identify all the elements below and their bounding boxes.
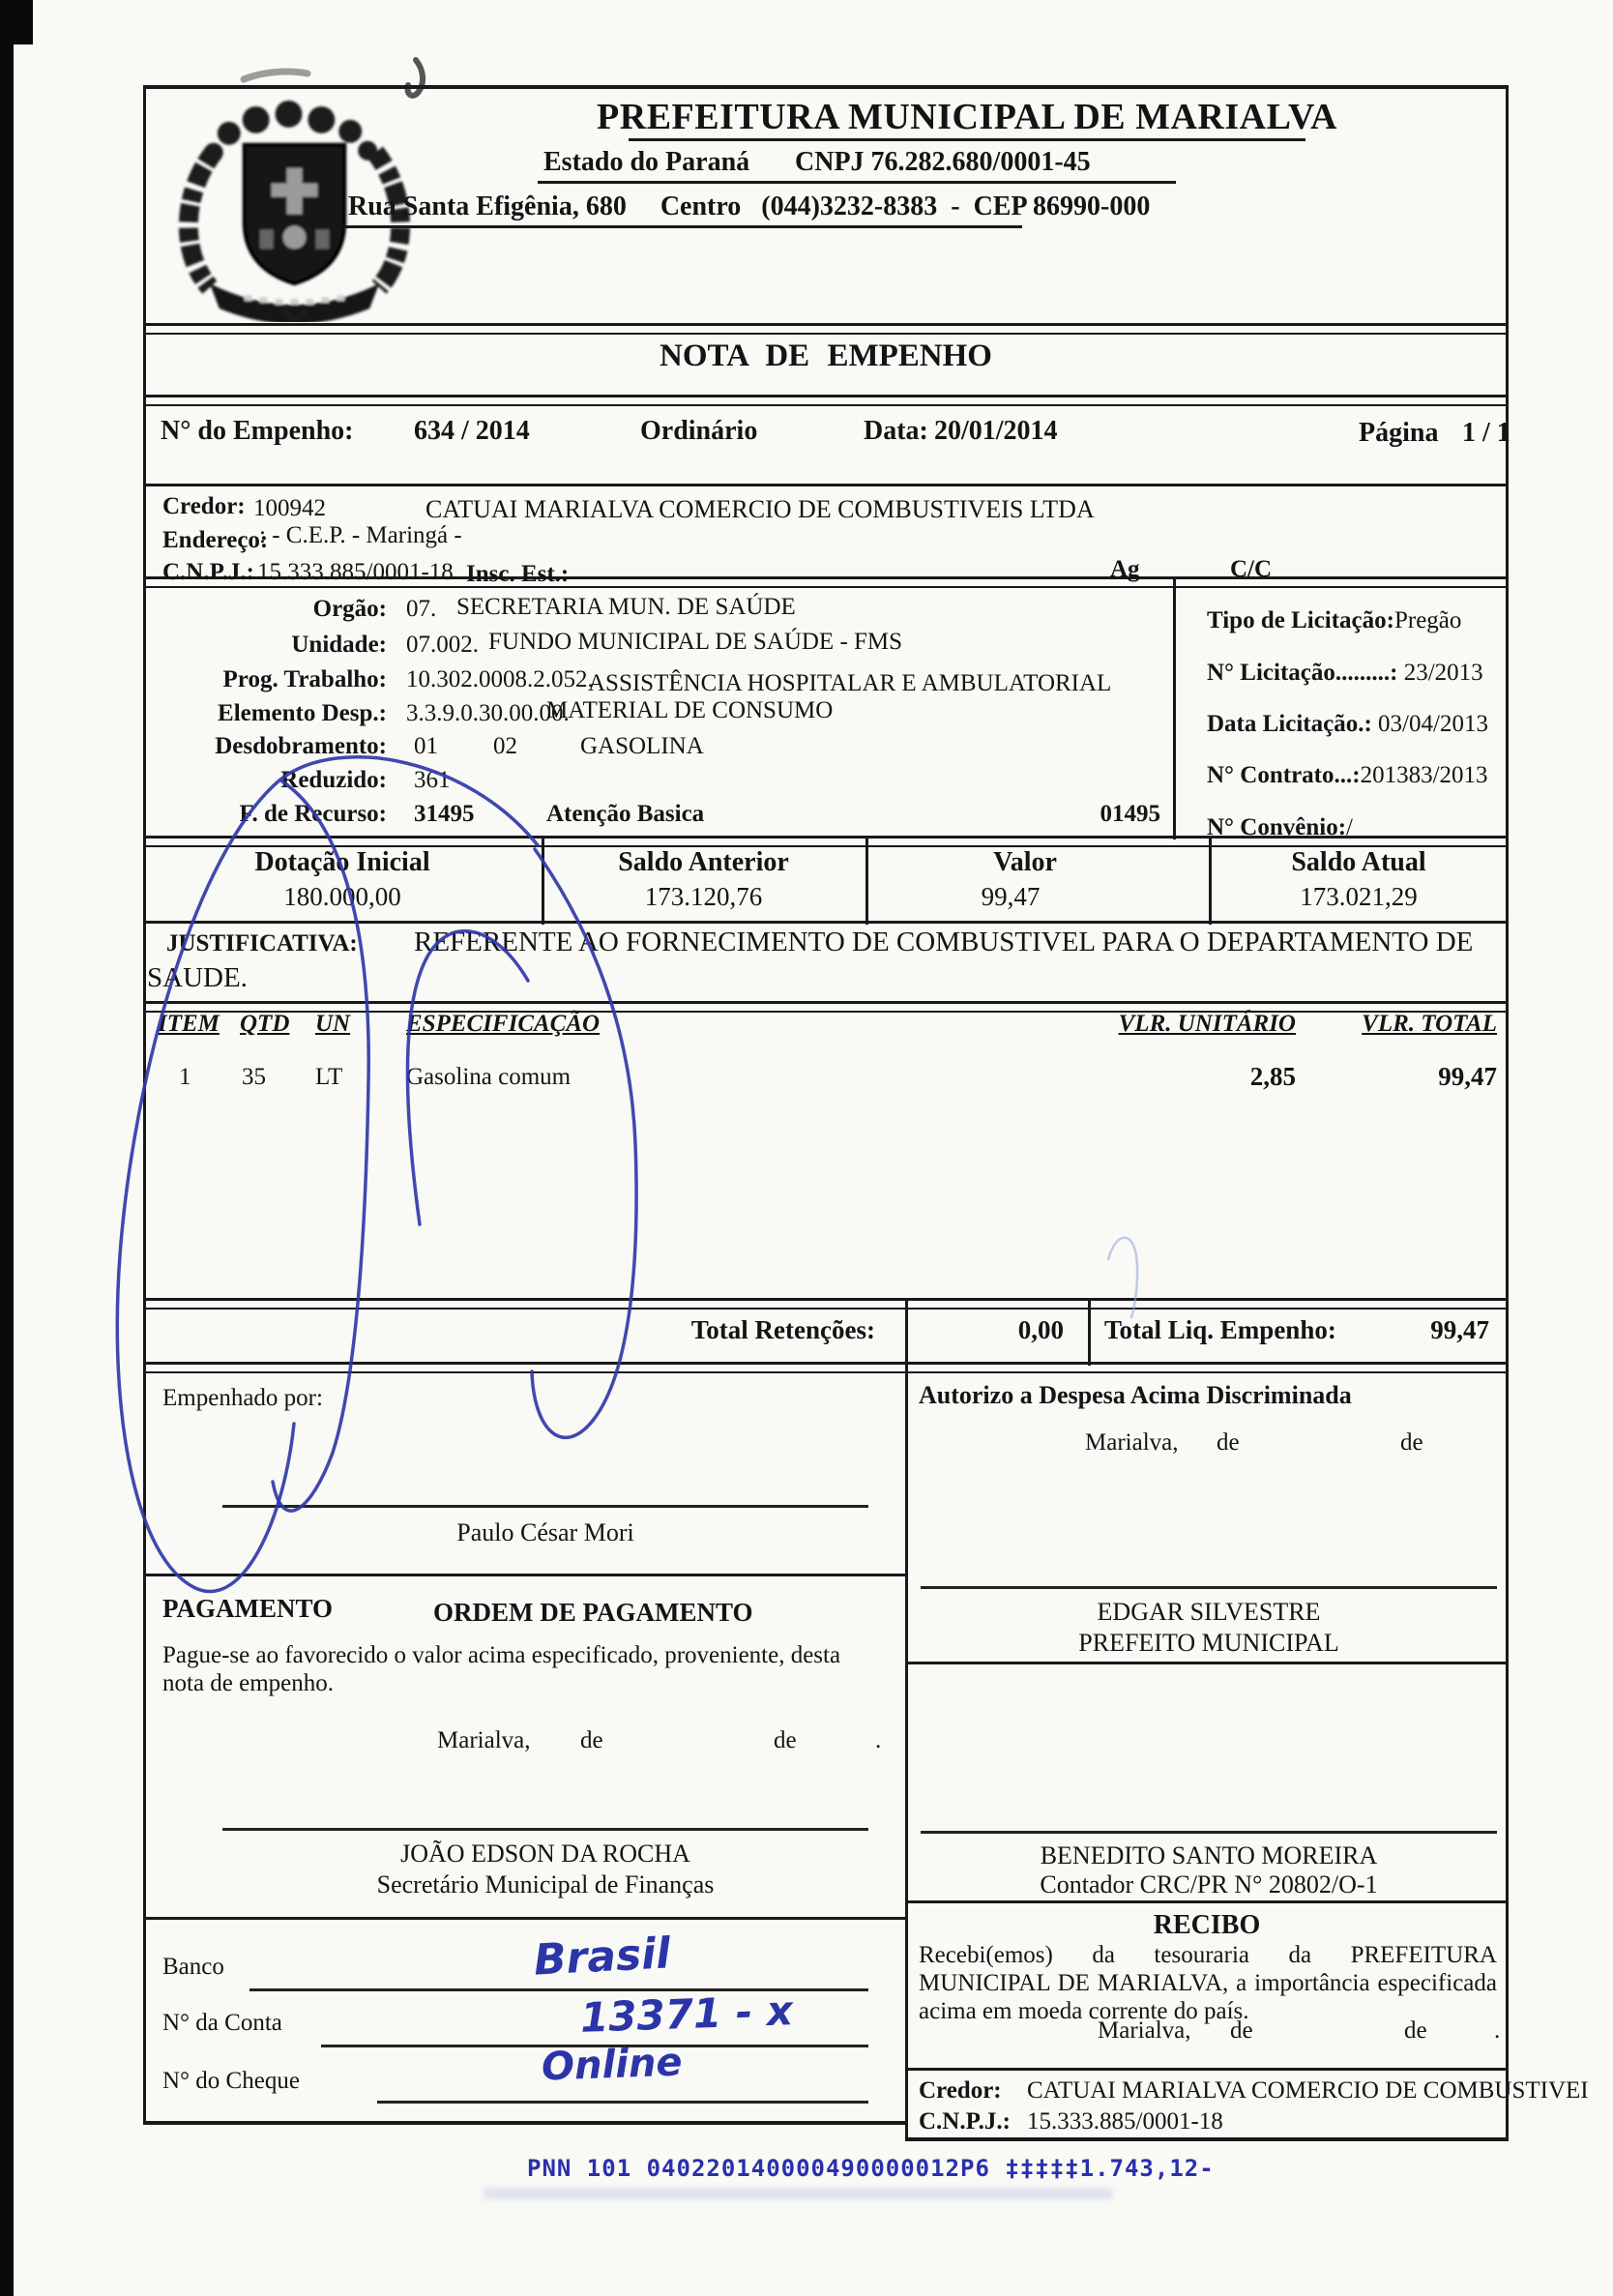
autorizo-de2: de bbox=[1400, 1429, 1423, 1456]
empenho-number: 634 / 2014 bbox=[414, 416, 530, 446]
signature-name-benedito: BENEDITO SANTO MOREIRA bbox=[1040, 1841, 1378, 1869]
page-title: PREFEITURA MUNICIPAL DE MARIALVA bbox=[597, 97, 1337, 137]
col-header-especificacao: ESPECIFICAÇÃO bbox=[406, 1011, 601, 1037]
desdobramento-desc: GASOLINA bbox=[580, 733, 704, 759]
signature-line-prefeito bbox=[921, 1586, 1497, 1589]
col-header-un: UN bbox=[315, 1011, 351, 1037]
autorizo-de1: de bbox=[1217, 1429, 1240, 1456]
fonte-recurso-extra: 01495 bbox=[1100, 801, 1160, 827]
saldo-anterior-value: 173.120,76 bbox=[644, 882, 763, 911]
dotacao-inicial-value: 180.000,00 bbox=[283, 882, 401, 911]
signature-name-paulo-cesar-mori: Paulo César Mori bbox=[456, 1518, 634, 1546]
elemento-desp-desc: MATERIAL DE CONSUMO bbox=[546, 697, 834, 723]
num-licitacao-label: N° Licitação.........: bbox=[1207, 660, 1398, 686]
justificativa-line1: REFERENTE AO FORNECIMENTO DE COMBUSTIVEL PARA O DEPARTAMENTO DE bbox=[414, 927, 1474, 957]
empenho-page-label: Página bbox=[1359, 418, 1439, 448]
item-cell-vlr-unitario: 2,85 bbox=[1249, 1062, 1296, 1091]
num-contrato-value: 201383/2013 bbox=[1360, 762, 1488, 788]
col-header-item: ITEM bbox=[158, 1011, 220, 1037]
col-header-qtd: QTD bbox=[240, 1011, 290, 1037]
signature-role-secretario: Secretário Municipal de Finanças bbox=[376, 1870, 715, 1899]
recibo-cnpj-value: 15.333.885/0001-18 bbox=[1027, 2108, 1223, 2134]
signature-line-finance bbox=[222, 1828, 868, 1831]
signature-role-contador: Contador CRC/PR N° 20802/O-1 bbox=[1040, 1870, 1378, 1899]
dot-matrix-stamp: PNN 101 040220140000490000012P6 ‡‡‡‡‡1.743,12- bbox=[527, 2155, 1215, 2182]
unidade-desc: FUNDO MUNICIPAL DE SAÚDE - FMS bbox=[488, 629, 903, 655]
autorizo-title: Autorizo a Despesa Acima Discriminada bbox=[919, 1381, 1352, 1409]
signature-name-joao-edson: JOÃO EDSON DA ROCHA bbox=[400, 1840, 690, 1868]
num-licitacao-value: 23/2013 bbox=[1403, 660, 1483, 686]
banco-label: Banco bbox=[162, 1954, 224, 1980]
header-state: Estado do Paraná bbox=[543, 147, 750, 177]
credor-label: Credor: bbox=[162, 493, 246, 519]
recibo-de1: de bbox=[1230, 2017, 1253, 2044]
unidade-code: 07.002. bbox=[406, 632, 479, 658]
item-cell-un: LT bbox=[315, 1064, 343, 1090]
col-header-vlr-total: VLR. TOTAL bbox=[1362, 1011, 1497, 1037]
recibo-credor-label: Credor: bbox=[919, 2077, 1002, 2104]
credor-cnpj-label: C.N.P.J.: bbox=[162, 559, 254, 585]
header-cnpj: CNPJ 76.282.680/0001-45 bbox=[795, 147, 1091, 177]
total-liq-empenho-label: Total Liq. Empenho: bbox=[1104, 1315, 1336, 1344]
recibo-title: RECIBO bbox=[1153, 1910, 1261, 1940]
prog-trabalho-code: 10.302.0008.2.052. bbox=[406, 666, 594, 692]
reduzido-label: Reduzido: bbox=[280, 767, 387, 793]
signature-line-empenhado bbox=[222, 1505, 868, 1508]
endereco-value: : - C.E.P. - Maringá - bbox=[259, 522, 462, 548]
empenho-date: 20/01/2014 bbox=[934, 416, 1058, 446]
credor-name: CATUAI MARIALVA COMERCIO DE COMBUSTIVEIS LTDA bbox=[425, 495, 1095, 523]
pagamento-ponto: . bbox=[875, 1727, 882, 1753]
saldo-atual-header: Saldo Atual bbox=[1291, 847, 1426, 877]
recibo-ponto: . bbox=[1494, 2017, 1501, 2044]
recibo-cidade: Marialva, bbox=[1098, 2017, 1191, 2044]
cc-label: C/C bbox=[1230, 556, 1273, 582]
empenho-date-label: Data: bbox=[864, 416, 928, 446]
tipo-licitacao-label: Tipo de Licitação: bbox=[1207, 607, 1394, 633]
conta-handwriting: 13371 - x bbox=[579, 1987, 794, 2042]
total-liq-empenho-value: 99,47 bbox=[1430, 1315, 1489, 1344]
fonte-recurso-desc: Atenção Basica bbox=[546, 801, 705, 827]
empenhado-por-label: Empenhado por: bbox=[162, 1385, 323, 1411]
pagamento-de2: de bbox=[774, 1727, 797, 1753]
justificativa-line2: SAUDE. bbox=[147, 962, 248, 993]
recibo-cnpj-label: C.N.P.J.: bbox=[919, 2108, 1011, 2134]
ag-label: Ag bbox=[1110, 556, 1140, 582]
reduzido-value: 361 bbox=[414, 767, 451, 793]
signature-role-prefeito: PREFEITO MUNICIPAL bbox=[1078, 1629, 1339, 1657]
item-cell-vlr-total: 99,47 bbox=[1438, 1062, 1497, 1091]
insc-est-label: Insc. Est.: bbox=[466, 561, 570, 587]
unidade-label: Unidade: bbox=[291, 632, 387, 658]
cheque-handwriting: Online bbox=[541, 2040, 684, 2090]
scan-edge-corner bbox=[0, 0, 33, 44]
col-header-vlr-unitario: VLR. UNITÁRIO bbox=[1118, 1011, 1296, 1037]
elemento-desp-code: 3.3.9.0.30.00.00. bbox=[406, 700, 570, 726]
document-title: NOTA DE EMPENHO bbox=[660, 339, 992, 373]
justificativa-label: JUSTIFICATIVA: bbox=[166, 930, 358, 957]
saldo-anterior-header: Saldo Anterior bbox=[618, 847, 789, 877]
data-licitacao-value: 03/04/2013 bbox=[1378, 711, 1488, 737]
prog-trabalho-desc: ASSISTÊNCIA HOSPITALAR E AMBULATORIAL bbox=[588, 670, 1112, 696]
recibo-credor-value: CATUAI MARIALVA COMERCIO DE COMBUSTIVEI bbox=[1027, 2077, 1589, 2104]
empenho-page-value: 1 / 1 bbox=[1462, 418, 1510, 448]
recibo-de2: de bbox=[1404, 2017, 1427, 2044]
credor-cnpj-value: 15.333.885/0001-18 bbox=[257, 559, 454, 585]
valor-header: Valor bbox=[993, 847, 1057, 877]
endereco-label: Endereço: bbox=[162, 527, 269, 553]
desdobramento-label: Desdobramento: bbox=[215, 733, 387, 759]
fonte-recurso-label: F. de Recurso: bbox=[239, 801, 387, 827]
cheque-label: N° do Cheque bbox=[162, 2068, 300, 2094]
item-cell-item: 1 bbox=[179, 1064, 191, 1090]
num-convenio-label: N° Convênio: bbox=[1207, 814, 1347, 840]
conta-label: N° da Conta bbox=[162, 2010, 282, 2036]
prog-trabalho-label: Prog. Trabalho: bbox=[222, 666, 387, 692]
recibo-texto: Recebi(emos) da tesouraria da PREFEITURA MUNICIPAL DE MARIALVA, a importância especificada acima em moeda corrente do país. bbox=[919, 1942, 1497, 2024]
autorizo-cidade: Marialva, bbox=[1085, 1429, 1179, 1456]
tipo-licitacao-value: Pregão bbox=[1393, 607, 1462, 633]
stamp-smudge bbox=[484, 2188, 1112, 2199]
ordem-pagamento-title: ORDEM DE PAGAMENTO bbox=[433, 1598, 753, 1627]
elemento-desp-label: Elemento Desp.: bbox=[218, 700, 387, 726]
orgao-desc: SECRETARIA MUN. DE SAÚDE bbox=[456, 594, 796, 620]
signature-name-edgar-silvestre: EDGAR SILVESTRE bbox=[1097, 1598, 1321, 1626]
item-cell-especificacao: Gasolina comum bbox=[406, 1064, 572, 1090]
orgao-code: 07. bbox=[406, 596, 437, 622]
pagamento-de1: de bbox=[580, 1727, 603, 1753]
fonte-recurso-code: 31495 bbox=[414, 801, 475, 827]
desdobramento-code2: 02 bbox=[493, 733, 517, 759]
header-address: Rua Santa Efigênia, 680 Centro (044)3232-8383 - CEP 86990-000 bbox=[348, 191, 1151, 221]
data-licitacao-label: Data Licitação.: bbox=[1207, 711, 1372, 737]
total-retencoes-label: Total Retenções: bbox=[690, 1315, 875, 1344]
dotacao-inicial-header: Dotação Inicial bbox=[254, 847, 430, 877]
item-cell-qtd: 35 bbox=[242, 1064, 266, 1090]
desdobramento-code1: 01 bbox=[414, 733, 438, 759]
pagamento-texto: Pague-se ao favorecido o valor acima especificado, proveniente, desta nota de empenho. bbox=[162, 1642, 841, 1696]
saldo-atual-value: 173.021,29 bbox=[1300, 882, 1418, 911]
pagamento-cidade: Marialva, bbox=[437, 1727, 531, 1753]
total-retencoes-value: 0,00 bbox=[1017, 1315, 1064, 1344]
pagamento-title: PAGAMENTO bbox=[162, 1594, 334, 1623]
scan-edge-left bbox=[0, 0, 14, 2296]
valor-value: 99,47 bbox=[981, 882, 1041, 911]
orgao-label: Orgão: bbox=[312, 596, 387, 622]
cheque-line bbox=[377, 2101, 868, 2104]
signature-line-contador bbox=[921, 1831, 1497, 1834]
credor-code: 100942 bbox=[253, 495, 326, 521]
num-convenio-value: / bbox=[1346, 814, 1353, 840]
empenho-number-label: N° do Empenho: bbox=[161, 416, 354, 446]
banco-handwriting: Brasil bbox=[532, 1928, 672, 1986]
num-contrato-label: N° Contrato...: bbox=[1207, 762, 1361, 788]
empenho-type: Ordinário bbox=[640, 416, 758, 446]
